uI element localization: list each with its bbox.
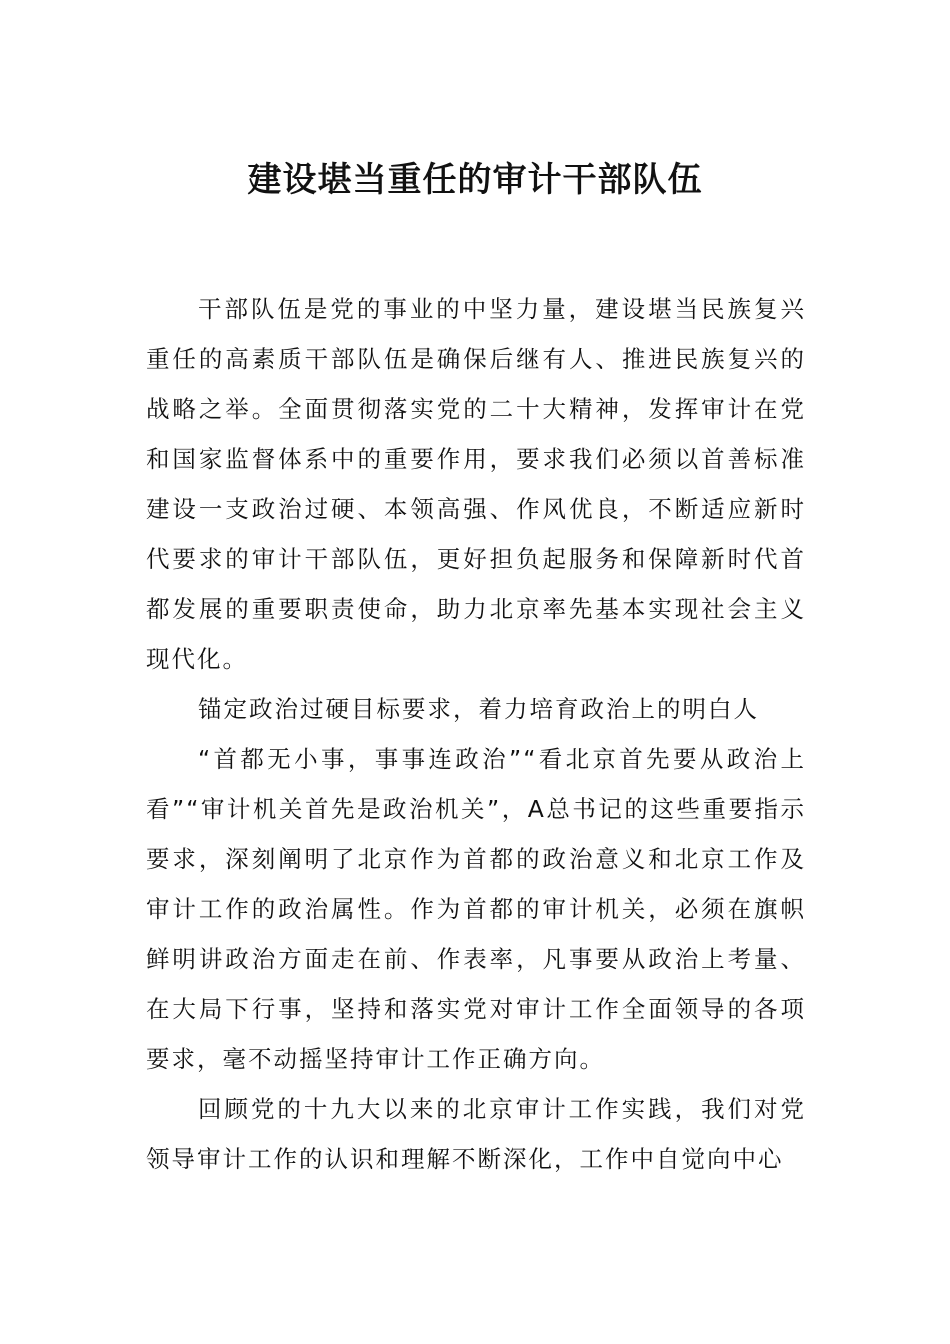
document-title: 建设堪当重任的审计干部队伍 — [247, 160, 703, 200]
paragraph-review: 回顾党的十九大以来的北京审计工作实践，我们对党领导审计工作的认识和理解不断深化，工作中自觉向中心 — [146, 1095, 806, 1173]
paragraph-political: “首都无小事，事事连政治”“看北京首先要从政治上看”“审计机关首先是政治机关”，A总书记的这些重要指示要求，深刻阐明了北京作为首都的政治意义和北京工作及审计工作的政治属性。作为首都的审计机关，必须在旗帜鲜明讲政治方面走在前、作表率，凡事要从政治上考量、在大局下行事，坚持和落实党对审计工作全面领导的各项要求，毫不动摇坚持审计工作正确方向。 — [146, 745, 806, 1073]
document-body — [146, 284, 806, 1184]
section-heading: 锚定政治过硬目标要求，着力培育政治上的明白人 — [198, 695, 759, 723]
paragraph-intro: 干部队伍是党的事业的中坚力量，建设堪当民族复兴重任的高素质干部队伍是确保后继有人、推进民族复兴的战略之举。全面贯彻落实党的二十大精神，发挥审计在党和国家监督体系中的重要作用，要求我们必须以首善标准建设一支政治过硬、本领高强、作风优良，不断适应新时代要求的审计干部队伍，更好担负起服务和保障新时代首都发展的重要职责使命，助力北京率先基本实现社会主义现代化。 — [146, 295, 806, 673]
